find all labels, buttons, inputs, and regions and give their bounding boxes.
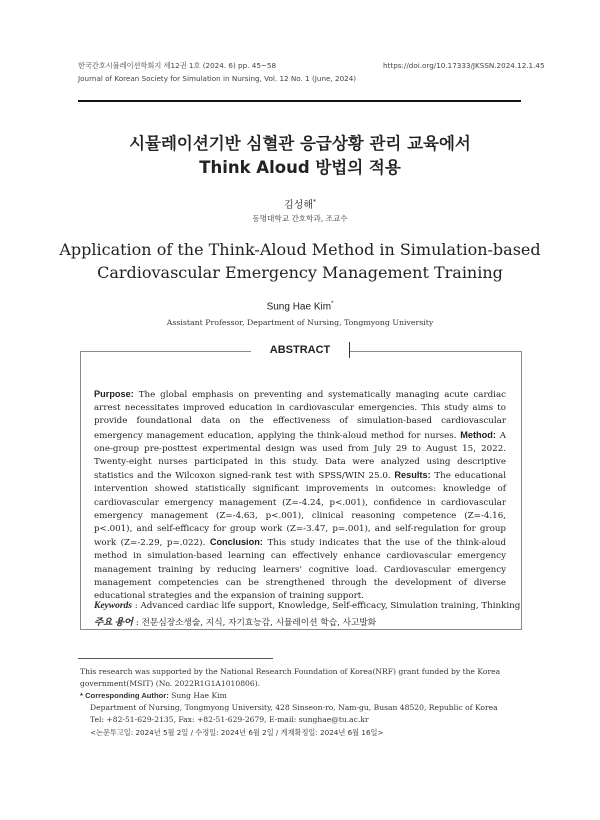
method-label: Method: (460, 429, 496, 440)
title-ko-line-2: Think Aloud 방법의 적용 (199, 158, 401, 177)
keywords-en (94, 601, 521, 611)
journal-header-ko: 한국간호시뮬레이션학회지 세12권 1호 (2024. 6) pp. 45~58 (78, 61, 277, 70)
keywords-ko-label: 주요 용어 (94, 618, 134, 628)
corresponding-label: * Corresponding Author: (80, 691, 169, 700)
title-ko-line-1: 시뮬레이션기반 심혈관 응급상황 관리 교육에서 (129, 134, 471, 153)
keywords-en-text: : Advanced cardiac life support, Knowledge, Self-efficacy, Simulation training, Thinking (132, 601, 521, 611)
doi-link[interactable]: https://doi.org/10.17333/JKSSN.2024.12.1.45 (383, 61, 545, 70)
results-text: The educational intervention showed statistically significant improvements in outcomes: knowledge of cardiovascular emergency management (Z=-4.24, p<.001), confidence in cardiovascular emergency management (Z=-4.63, p<.001), clinical reasoning competence (Z=-4.16, p<.001), and self-efficacy for group work (Z=-3.47, p=.001), and self-regulation for group work (Z=-2.29, p=.022). (94, 471, 507, 549)
affiliation-ko: 동명대학교 간호학과, 조교수 (252, 214, 348, 223)
author-address: Department of Nursing, Tongmyong University, 428 Sinseon-ro, Nam-gu, Busan 48520, Republic of Korea (90, 703, 498, 712)
keywords-ko (94, 614, 514, 628)
purpose-text: The global emphasis on preventing and systematically managing acute cardiac arrest necessitates improved education in cardiovascular emergencies. This study aims to provide foundational data on the effectiveness of simulation-based cardiovascular emergency management education, applying the think-aloud method for nurses. (94, 390, 506, 441)
abstract-heading: ABSTRACT (251, 342, 349, 358)
keywords-en-label: Keywords (94, 601, 132, 611)
corresponding-name: Sung Hae Kim (168, 691, 227, 700)
title-en-line-1: Application of the Think-Aloud Method in Simulation-based (59, 240, 541, 259)
results-label: Results: (394, 470, 431, 481)
author-contact: Tel: +82-51-629-2135, Fax: +82-51-629-2679, E-mail: sunghae@tu.ac.kr (90, 715, 369, 724)
header-rule (78, 100, 521, 102)
abstract-body (94, 388, 506, 603)
author-ko: 김성해* (284, 198, 316, 211)
corresponding-author (80, 690, 525, 702)
conclusion-text: This study indicates that the use of the think-aloud method in simulation-based learning can effectively enhance cardiovascular emergency management training by reducing learners' cognitive load. Cardiovascular emergency management competencies can be strengthened through the development of diverse educational strategies and the expansion of training support. (94, 538, 507, 602)
conclusion-label: Conclusion: (209, 537, 263, 548)
title-en-line-2: Cardiovascular Emergency Management Training (97, 263, 503, 282)
funding-note: This research was supported by the National Research Foundation of Korea(NRF) grant funded by the Korea government(MSIT) (No. 2022R1G1A1010806). (80, 667, 501, 688)
footnote-rule (78, 658, 273, 659)
purpose-label: Purpose: (94, 389, 134, 399)
affiliation-en: Assistant Professor, Department of Nursing, Tongmyong University (166, 318, 434, 327)
author-en: Sung Hae Kim* (266, 301, 334, 313)
submission-dates: <논문투고일: 2024년 5월 2일 / 수정일: 2024년 6월 2일 / 게재확정일: 2024년 6월 16일> (90, 728, 384, 737)
abstract-label-tick-right (349, 342, 350, 358)
method-text: A one-group pre-posttest experimental design was used from July 29 to August 15, 2022. Twenty-eight nurses participated in this study. Data were analyzed using descriptive statistics and the Wilcoxon signed-rank test with SPSS/WIN 25.0. (94, 430, 506, 482)
journal-header-en: Journal of Korean Society for Simulation in Nursing, Vol. 12 No. 1 (June, 2024) (78, 74, 357, 83)
keywords-ko-text: : 전문심장소생술, 지식, 자기효능감, 시뮬레이션 학습, 사고발화 (133, 618, 377, 628)
